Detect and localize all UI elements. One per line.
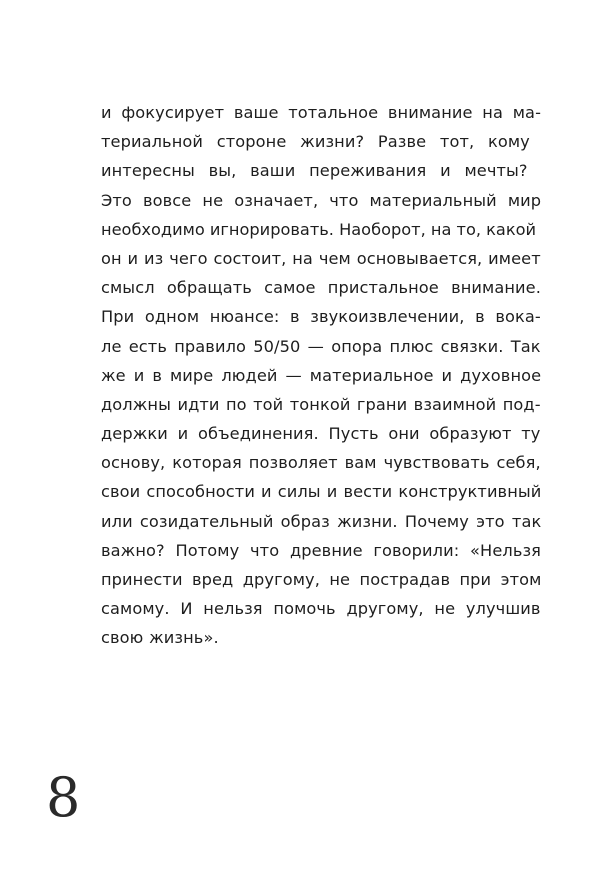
- text-line: и фокусирует ваше тотальное внимание на ма-: [101, 103, 542, 122]
- text-line: ле есть правило 50/50 — опора плюс связки. Так: [101, 336, 541, 356]
- body-paragraph: [101, 98, 541, 653]
- text-line: интересны вы, ваши переживания и мечты?: [101, 161, 528, 181]
- text-line: же и в мире людей — материальное и духовное: [101, 365, 542, 385]
- text-line: или созидательный образ жизни. Почему это так: [101, 511, 542, 531]
- text-line: смысл обращать самое пристальное внимание.: [101, 278, 541, 298]
- text-line: основу, которая позволяет вам чувствовать себя,: [101, 453, 541, 473]
- text-line: Это вовсе не означает, что материальный мир: [101, 190, 542, 210]
- text-line: териальной стороне жизни? Разве тот, кому: [101, 132, 530, 152]
- text-line: При одном нюансе: в звукоизвлечении, в вока-: [101, 307, 541, 327]
- text-line: необходимо игнорировать. Наоборот, на то, какой: [101, 219, 537, 239]
- text-line: принести вред другому, не пострадав при этом: [101, 570, 542, 589]
- page-number: 8: [46, 766, 81, 829]
- text-line: свою жизнь».: [101, 628, 219, 648]
- text-line: должны идти по той тонкой грани взаимной под-: [101, 394, 541, 414]
- text-line: важно? Потому что древние говорили: «Нельзя: [101, 540, 542, 560]
- text-line: он и из чего состоит, на чем основывается, имеет: [101, 248, 541, 268]
- text-line: самому. И нельзя помочь другому, не улучшив: [101, 599, 541, 619]
- text-line: держки и объединения. Пусть они образуют ту: [101, 424, 541, 444]
- text-line: свои способности и силы и вести конструктивный: [101, 482, 542, 502]
